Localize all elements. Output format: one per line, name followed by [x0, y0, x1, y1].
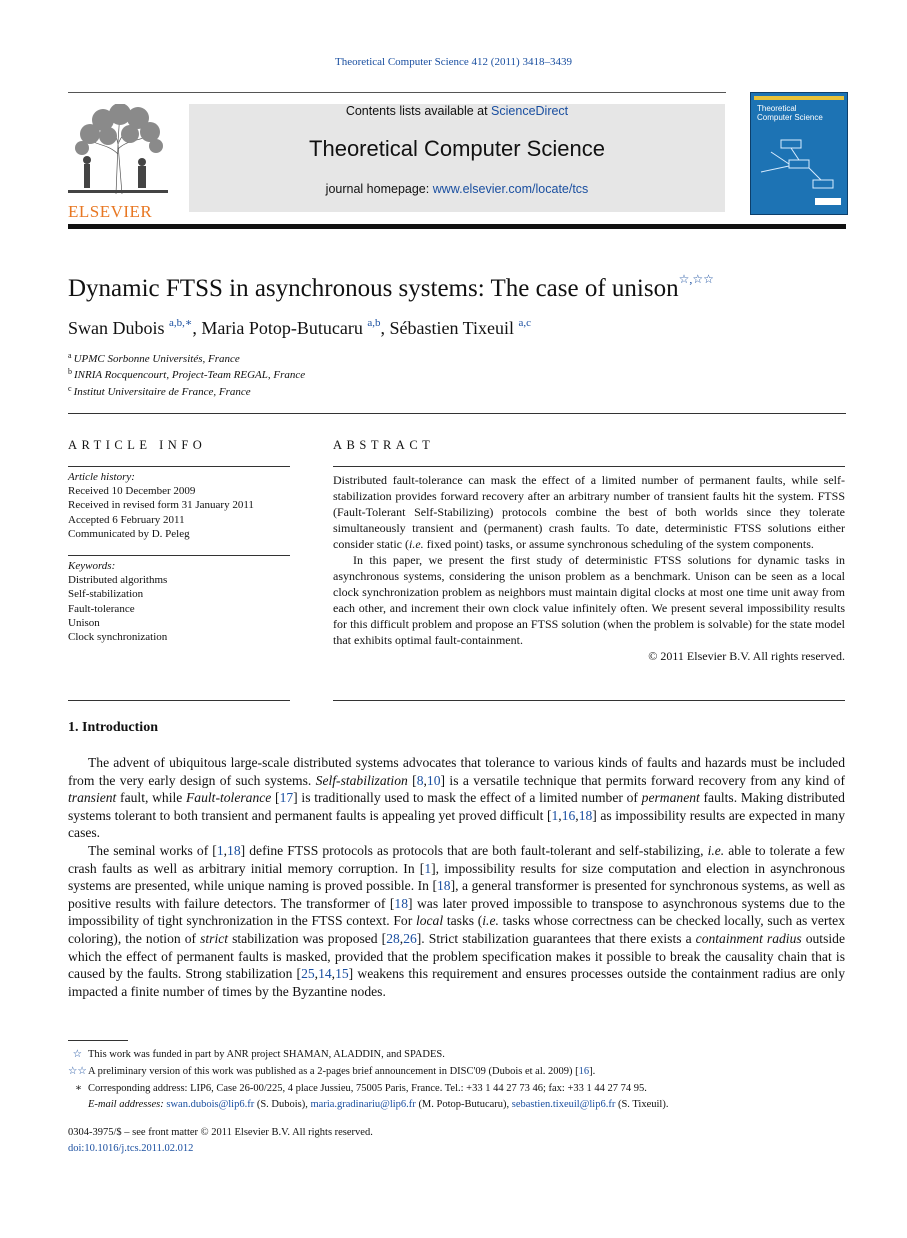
body-text: ,: [223, 842, 228, 858]
body-text-italic: i.e.: [482, 913, 499, 929]
footnote-mark: ∗: [74, 1082, 82, 1094]
citation-link[interactable]: 16: [561, 807, 576, 823]
keywords-label: Keywords:: [68, 560, 116, 572]
divider: [68, 700, 290, 701]
keyword: Distributed algorithms: [68, 574, 168, 587]
divider: [333, 466, 845, 467]
citation-link[interactable]: 8: [416, 772, 424, 788]
author-list: [68, 316, 531, 339]
abstract-text: fixed point) tasks, or assume synchronous scheduling of the system components.: [423, 537, 814, 551]
issn-line: 0304-3975/$ – see front matter © 2011 Elsevier B.V. All rights reserved.: [68, 1127, 373, 1138]
body-text-italic: strict: [200, 930, 229, 946]
masthead: [68, 92, 846, 224]
affiliation-text: Institut Universitaire de France, France: [73, 386, 251, 398]
footnote: [68, 1064, 845, 1081]
body-text: ], impossibility results for size computation and election in asynchronous systems are presented, while unique naming is proved possible. In [: [68, 860, 845, 894]
body-text: stabilization was proposed [: [228, 930, 387, 946]
doi-link[interactable]: doi:10.1016/j.tcs.2011.02.012: [68, 1143, 194, 1154]
affiliation: [68, 351, 240, 365]
masthead-rule: [68, 92, 726, 93]
body-text: ] is traditionally used to mask the effect of a limited number of: [293, 790, 642, 806]
body-text-italic: transient: [68, 790, 117, 806]
body-text: The advent of ubiquitous large-scale distributed systems advocates that tolerance to various kinds of faults and hazards must be included from the very early design of such systems.: [68, 755, 845, 788]
author-separator: ,: [380, 318, 390, 338]
body-text: ] as impossibility results are expected in many cases.: [68, 807, 845, 841]
article-title-text: Dynamic FTSS in asynchronous systems: The case of unison: [68, 275, 679, 302]
cover-stripe: [754, 96, 844, 100]
footnote-mark: ☆: [72, 1049, 82, 1060]
keywords: [68, 559, 290, 644]
author-separator: ,: [192, 318, 202, 338]
journal-citation[interactable]: Theoretical Computer Science 412 (2011) 3418–3439: [335, 56, 572, 68]
divider: [68, 413, 846, 414]
body-text: ] weakens this requirement and ensures processes outside the containment radius are only impacted a finite number of times by the Byzantine nodes.: [68, 966, 845, 999]
body-text: tasks whose correctness can be checked locally, such as vertex coloring), the notion of: [68, 913, 845, 946]
author-name: Maria Potop-Butucaru: [201, 318, 363, 338]
email-link[interactable]: sebastien.tixeuil@lip6.fr: [511, 1099, 616, 1111]
footnote-text: This work was funded in part by ANR project SHAMAN, ALADDIN, and SPADES.: [88, 1049, 445, 1060]
citation-link[interactable]: 14: [318, 966, 332, 982]
email-owner: (S. Tixeuil).: [615, 1099, 669, 1111]
email-link[interactable]: swan.dubois@lip6.fr: [166, 1099, 255, 1111]
citation-link[interactable]: 25: [301, 966, 315, 982]
email-label: E-mail addresses:: [88, 1099, 164, 1111]
affiliation: [68, 367, 305, 381]
citation-link[interactable]: 18: [394, 895, 408, 911]
footnote-text: A preliminary version of this work was published as a 2-pages brief announcement in DISC'09 (Dubois et al. 2009) [: [88, 1065, 579, 1077]
body-text: The seminal works of [: [88, 842, 217, 858]
keyword: Clock synchronization: [68, 631, 168, 644]
body-text: ,: [314, 966, 319, 982]
affiliation-text: UPMC Sorbonne Universités, France: [73, 353, 240, 365]
divider: [68, 466, 290, 467]
tree-icon: [68, 104, 168, 196]
affiliation-mark: b: [68, 367, 72, 376]
masthead-heavy-rule: [68, 224, 846, 229]
citation-link[interactable]: 26: [403, 930, 417, 946]
body-text-italic: Fault-tolerance: [186, 790, 272, 806]
body-text: ] is a versatile technique that permits forward recovery from any kind of: [440, 772, 845, 788]
email-owner: (M. Potop-Butucaru),: [415, 1099, 512, 1111]
keyword: Unison: [68, 616, 100, 629]
author-affiliation-marks[interactable]: a,b: [367, 317, 381, 329]
body-text: fault, while: [116, 790, 186, 806]
author-affiliation-marks[interactable]: a,b,∗: [169, 317, 193, 329]
citation-link[interactable]: 18: [227, 842, 241, 858]
affiliation-mark: a: [68, 351, 72, 360]
footnote: [68, 1047, 845, 1064]
article-info-heading: ARTICLE INFO: [68, 438, 207, 452]
journal-homepage-link[interactable]: www.elsevier.com/locate/tcs: [432, 182, 589, 196]
body-text-italic: Self-stabilization: [315, 772, 408, 788]
abstract-body: [333, 472, 845, 664]
body-text: ]. Strict stabilization guarantees that there exists a: [416, 930, 696, 946]
body-text: ] was later proved impossible to transpose to asynchronous systems due to the impossibility of tight synchronization in the FTSS context. For: [68, 895, 845, 929]
citation-link[interactable]: 10: [426, 772, 441, 788]
citation-link[interactable]: 18: [578, 807, 593, 823]
history-item: Communicated by D. Peleg: [68, 527, 190, 540]
citation-link[interactable]: 1: [216, 842, 224, 858]
body-text: outside which the effect of permanent faults is masked, provided that the problem specification makes it possible to break the causality chain that is caused by the faults. Strong stabilization [: [68, 930, 845, 982]
affiliation: [68, 384, 251, 398]
author-name: Sébastien Tixeuil: [389, 318, 514, 338]
affiliation-mark: c: [68, 384, 72, 393]
body-text: faults. Making distributed systems tolerant to both transient and permanent faults is appealing yet proved difficult [: [68, 790, 845, 823]
body-text: ,: [399, 930, 404, 946]
body-text: [: [271, 790, 280, 806]
citation-link[interactable]: 17: [279, 790, 294, 806]
cover-title-line1: Theoretical: [757, 104, 797, 113]
footnotes: [68, 1047, 845, 1114]
divider: [333, 700, 845, 701]
section-heading-introduction: 1. Introduction: [68, 720, 158, 735]
citation-link[interactable]: 1: [424, 860, 432, 876]
abstract-text: Distributed fault-tolerance can mask the effect of a limited number of permanent faults, while self-stabilization provides forward recovery after an arbitrary number of transient faults hit the system. FTSS (Fault-Tolerant Self-Stabilizing) protocols combine the best of both worlds since they tolerate simultaneously transient and (permanent) crash faults. To date, deterministic FTSS solutions either consider static (: [333, 473, 845, 551]
citation-link[interactable]: 15: [335, 966, 349, 982]
body-text: ], a general transformer is presented for synchronous systems, as well as positive results with failure detectors. The transformer of [: [68, 878, 845, 911]
history-item: Received in revised form 31 January 2011: [68, 499, 254, 512]
cover-diagram-icon: [751, 122, 847, 208]
body-paragraph: [68, 754, 845, 842]
front-matter-notice: [68, 1125, 373, 1157]
abstract-text-italic: i.e.: [408, 537, 424, 551]
citation-link[interactable]: 28: [386, 930, 400, 946]
email-owner: (S. Dubois),: [254, 1099, 311, 1111]
body-text-italic: permanent: [641, 790, 700, 806]
title-footnote-marks[interactable]: ☆,☆☆: [678, 272, 714, 286]
journal-title: Theoretical Computer Science: [309, 136, 605, 161]
footnote: [68, 1081, 845, 1098]
body-text: ] define FTSS protocols as protocols that are both fault-tolerant and self-stabilizing,: [240, 842, 708, 858]
body-text: ,: [575, 807, 579, 823]
abstract-heading: ABSTRACT: [333, 438, 435, 452]
body-text-italic: local: [415, 913, 444, 929]
author-affiliation-marks[interactable]: a,c: [518, 317, 532, 329]
history-item: Accepted 6 February 2011: [68, 513, 185, 526]
footnote-rule: [68, 1040, 128, 1041]
cover-title: [757, 104, 847, 122]
publisher-name: ELSEVIER: [68, 202, 153, 221]
author-name: Swan Dubois: [68, 318, 165, 338]
keyword: Self-stabilization: [68, 588, 144, 601]
email-link[interactable]: maria.gradinariu@lip6.fr: [310, 1099, 416, 1111]
journal-banner: [189, 104, 725, 212]
body-text: ,: [331, 966, 336, 982]
elsevier-logo[interactable]: [68, 104, 168, 221]
keyword: Fault-tolerance: [68, 602, 135, 615]
abstract-paragraph: [333, 472, 845, 552]
body-text-italic: i.e.: [707, 842, 725, 858]
body-paragraph: [68, 842, 845, 1000]
footnote-mark: ☆☆: [68, 1065, 87, 1077]
history-item: Received 10 December 2009: [68, 485, 196, 498]
abstract-paragraph: In this paper, we present the first study of deterministic FTSS solutions for dynamic tasks in asynchronous systems, considering the unison problem as a benchmark. Unison can be seen as a local clock synchronization problem as neighbors must maintain digital clocks at most one time unit away from each other, and increment their own clock value infinitely often. We present several impossibility results for this difficult problem and propose an FTSS solution (when the problem is solvable) for the state model that exhibits optimal fault-containment.: [333, 553, 845, 647]
citation-link[interactable]: 18: [437, 878, 451, 894]
citation-link[interactable]: 1: [551, 807, 559, 823]
affiliation-text: INRIA Rocquencourt, Project-Team REGAL, France: [74, 369, 306, 381]
copyright-notice: © 2011 Elsevier B.V. All rights reserved.: [648, 649, 845, 663]
homepage-line: [189, 182, 725, 196]
email-footnote: [68, 1097, 845, 1114]
body-text: ,: [558, 807, 562, 823]
body-text: tasks (: [443, 913, 483, 929]
body-text-italic: containment radius: [695, 930, 802, 946]
cover-title-line2: Computer Science: [757, 113, 823, 122]
contents-line: [189, 104, 725, 118]
citation-link[interactable]: 16: [578, 1065, 590, 1077]
journal-cover-image[interactable]: [750, 92, 848, 215]
article-history: [68, 470, 290, 541]
homepage-prefix: journal homepage:: [325, 182, 433, 196]
article-title: [68, 272, 714, 303]
sciencedirect-link[interactable]: ScienceDirect: [491, 104, 569, 118]
introduction-body: [68, 754, 845, 1000]
divider: [68, 555, 290, 556]
footnote-text: ].: [589, 1065, 596, 1077]
body-text: ,: [423, 772, 427, 788]
footnote-text: Corresponding address: LIP6, Case 26-00/225, 4 place Jussieu, 75005 Paris, France. Tel.: +33 1 44 27 73 46; fax: +33 1 44 27 74 95.: [88, 1082, 647, 1094]
history-label: Article history:: [68, 471, 135, 483]
body-text: [: [407, 772, 417, 788]
contents-prefix: Contents lists available at: [345, 104, 492, 118]
body-text: able to tolerate a few crash faults as well as arbitrary initial memory corruption. In [: [68, 842, 845, 876]
